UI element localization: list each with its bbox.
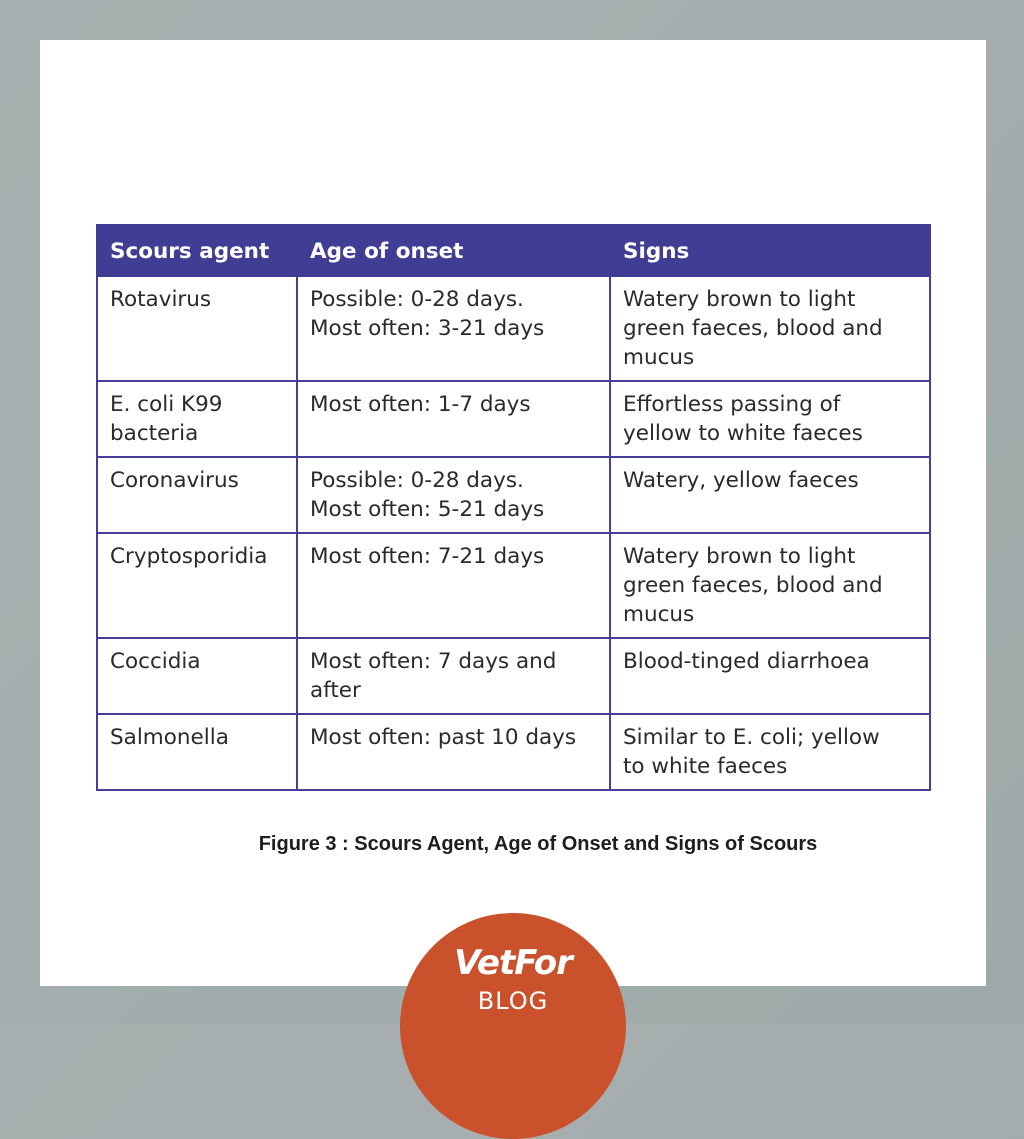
- table-row: [97, 533, 930, 638]
- cell-line: green faeces, blood and: [623, 316, 883, 341]
- cell-line: after: [310, 678, 361, 703]
- onset-cell: [297, 276, 610, 381]
- agent-cell: [97, 714, 297, 790]
- cell-line: green faeces, blood and: [623, 573, 883, 598]
- cell-line: Most often: 7 days and: [310, 649, 557, 674]
- cell-line: Watery, yellow faeces: [623, 468, 859, 493]
- signs-cell: [610, 638, 930, 714]
- cell-line: Similar to E. coli; yellow: [623, 725, 880, 750]
- onset-cell: [297, 638, 610, 714]
- agent-cell: [97, 276, 297, 381]
- cell-line: Effortless passing of: [623, 392, 841, 417]
- table-row: [97, 638, 930, 714]
- vetfor-blog-logo: [400, 913, 626, 1139]
- logo-brand-text: VetFor: [454, 943, 572, 983]
- cell-line: mucus: [623, 345, 695, 370]
- header-signs: Signs: [610, 225, 930, 276]
- cell-line: Watery brown to light: [623, 544, 856, 569]
- cell-line: Possible: 0-28 days.: [310, 468, 524, 493]
- agent-cell: [97, 638, 297, 714]
- agent-cell: [97, 457, 297, 533]
- scours-table: [96, 224, 931, 791]
- cell-line: mucus: [623, 602, 695, 627]
- cell-line: Salmonella: [110, 725, 229, 750]
- agent-cell: [97, 533, 297, 638]
- onset-cell: [297, 533, 610, 638]
- table-row: [97, 457, 930, 533]
- logo-sub-text: BLOG: [477, 987, 549, 1015]
- signs-cell: [610, 714, 930, 790]
- cell-line: yellow to white faeces: [623, 421, 863, 446]
- cell-line: Possible: 0-28 days.: [310, 287, 524, 312]
- cell-line: Cryptosporidia: [110, 544, 268, 569]
- signs-cell: [610, 533, 930, 638]
- signs-cell: [610, 276, 930, 381]
- cell-line: Most often: 3-21 days: [310, 316, 545, 341]
- signs-cell: [610, 457, 930, 533]
- cell-line: to white faeces: [623, 754, 788, 779]
- header-scours-agent: Scours agent: [97, 225, 297, 276]
- onset-cell: [297, 714, 610, 790]
- table-row: [97, 381, 930, 457]
- cell-line: Blood-tinged diarrhoea: [623, 649, 870, 674]
- cell-line: bacteria: [110, 421, 199, 446]
- cell-line: E. coli K99: [110, 392, 223, 417]
- scours-table-wrapper: [96, 224, 929, 791]
- figure-caption: Figure 3 : Scours Agent, Age of Onset and Signs of Scours: [258, 833, 818, 855]
- cell-line: Watery brown to light: [623, 287, 856, 312]
- cell-line: Coronavirus: [110, 468, 239, 493]
- cell-line: Coccidia: [110, 649, 201, 674]
- onset-cell: [297, 457, 610, 533]
- cell-line: Most often: 1-7 days: [310, 392, 531, 417]
- agent-cell: [97, 381, 297, 457]
- figure-card: [40, 40, 986, 986]
- cell-line: Most often: 7-21 days: [310, 544, 545, 569]
- cell-line: Most often: past 10 days: [310, 725, 577, 750]
- onset-cell: [297, 381, 610, 457]
- table-header-row: [97, 225, 930, 276]
- header-age-of-onset: Age of onset: [297, 225, 610, 276]
- table-row: [97, 714, 930, 790]
- cell-line: Rotavirus: [110, 287, 212, 312]
- cell-line: Most often: 5-21 days: [310, 497, 545, 522]
- signs-cell: [610, 381, 930, 457]
- table-row: [97, 276, 930, 381]
